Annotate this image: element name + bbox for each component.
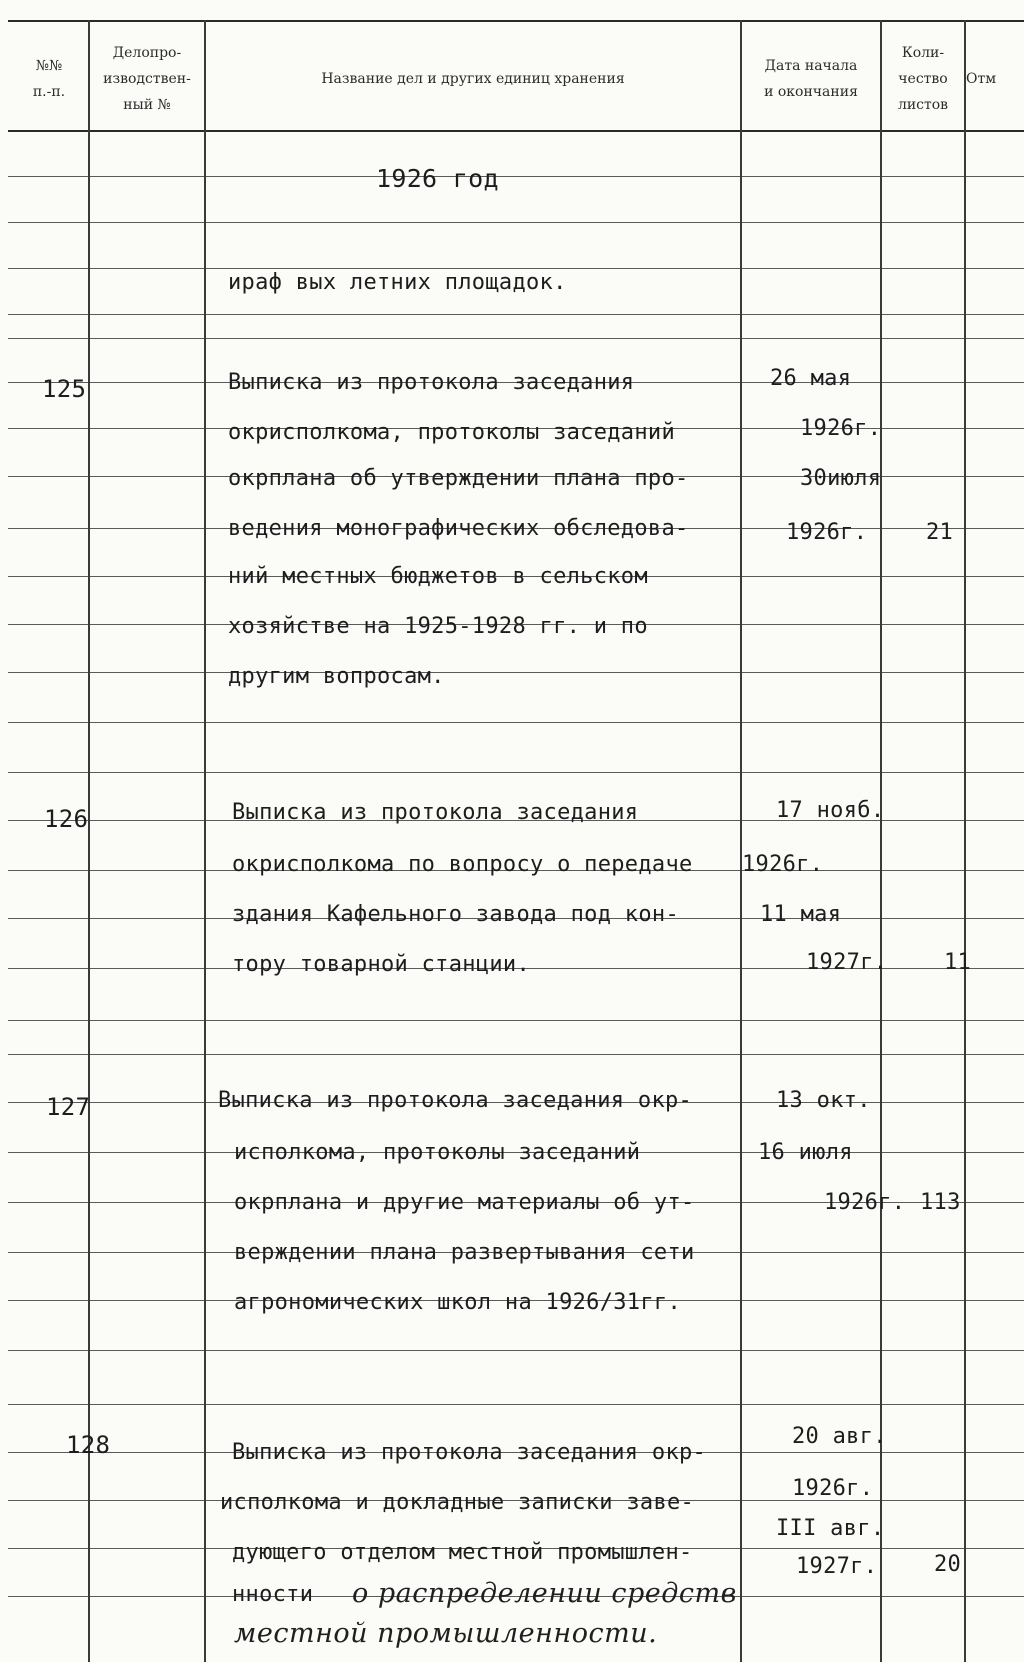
header-rule — [8, 130, 1024, 132]
entry-title-line: здания Кафельного завода под кон- — [232, 902, 679, 927]
entry-date-line: 26 мая — [770, 366, 852, 391]
header-col-dates: Дата начала и окончания — [764, 58, 858, 100]
row-rule — [8, 176, 1024, 177]
row-rule — [8, 1054, 1024, 1055]
entry-sheet-count: 20 — [934, 1552, 962, 1577]
entry-date-line: 1926г. — [800, 416, 882, 441]
entry-number: 125 — [42, 375, 87, 403]
row-rule — [8, 1404, 1024, 1405]
header-col-sheets: Коли- чество листов — [897, 45, 949, 113]
entry-title-line: окрплана об утверждении плана про- — [228, 466, 689, 491]
entry-number: 126 — [44, 805, 89, 833]
entry-title-line: исполкома, протоколы заседаний — [234, 1140, 641, 1165]
col-divider — [880, 20, 882, 1662]
header-col-title: Название дел и других единиц хранения — [321, 71, 625, 87]
entry-sheet-count: 21 — [926, 520, 954, 545]
handwritten-line: о распределении средств — [352, 1578, 737, 1609]
entry-date-line: 1926г. — [786, 520, 868, 545]
entry-date-line: 11 мая — [760, 902, 842, 927]
row-rule — [8, 222, 1024, 223]
entry-title-line: другим вопросам. — [228, 664, 445, 689]
entry-title-line: Выписка из протокола заседания — [228, 370, 635, 395]
entry-date-line: 1926г. — [742, 852, 824, 877]
entry-title-line: нности — [232, 1582, 314, 1607]
fragment-line: ираф вых летних площадок. — [228, 270, 567, 295]
entry-date-line: 1926г. — [824, 1190, 906, 1215]
row-rule — [8, 1350, 1024, 1351]
entry-date-line: 30июля — [800, 466, 882, 491]
entry-title-line: тору товарной станции. — [232, 952, 530, 977]
entry-date-line: 16 июля — [758, 1140, 853, 1165]
entry-sheet-count: 11 — [944, 950, 972, 975]
entry-date-line: 1927г. — [796, 1554, 878, 1579]
entry-sheet-count: 113 — [920, 1190, 961, 1215]
header-col-number: №№ п.-п. — [32, 58, 66, 100]
row-rule — [8, 722, 1024, 723]
entry-date-line: 20 авг. — [792, 1424, 887, 1449]
top-rule — [8, 20, 1024, 22]
entry-title-line: окрисполкома, протоколы заседаний — [228, 420, 675, 445]
entry-title-line: ний местных бюджетов в сельском — [228, 564, 648, 589]
entry-title-line: окрисполкома по вопросу о передаче — [232, 852, 693, 877]
entry-date-line: 17 нояб. — [776, 798, 885, 823]
header-col-notes: Отм — [966, 71, 997, 87]
entry-number: 127 — [46, 1093, 91, 1121]
col-divider — [740, 20, 742, 1662]
row-rule — [8, 314, 1024, 315]
entry-title-line: Выписка из протокола заседания — [232, 800, 639, 825]
entry-title-line: окрплана и другие материалы об ут- — [234, 1190, 695, 1215]
col-divider — [204, 20, 206, 1662]
entry-title-line: Выписка из протокола заседания окр- — [232, 1440, 707, 1465]
entry-number: 128 — [66, 1431, 111, 1459]
entry-title-line: агрономических школ на 1926/31гг. — [234, 1290, 681, 1315]
entry-title-line: исполкома и докладные записки заве- — [220, 1490, 695, 1515]
entry-title-line: дующего отделом местной промышлен- — [232, 1540, 693, 1565]
entry-title-line: хозяйстве на 1925-1928 гг. и по — [228, 614, 648, 639]
row-rule — [8, 268, 1024, 269]
entry-date-line: 1927г. — [806, 950, 888, 975]
header-col-office-number: Делопро- изводствен- ный № — [103, 45, 191, 113]
entry-date-line: 13 окт. — [776, 1088, 871, 1113]
year-heading: 1926 год — [376, 164, 499, 193]
row-rule — [8, 1020, 1024, 1021]
entry-date-line: III авг. — [776, 1516, 885, 1541]
entry-title-line: ведения монографических обследова- — [228, 516, 689, 541]
row-rule — [8, 672, 1024, 673]
entry-date-line: 1926г. — [792, 1476, 874, 1501]
row-rule — [8, 772, 1024, 773]
col-divider — [964, 20, 966, 1662]
row-rule — [8, 338, 1024, 339]
entry-title-line: верждении плана развертывания сети — [234, 1240, 695, 1265]
handwritten-line: местной промышленности. — [234, 1618, 658, 1649]
col-divider — [88, 20, 90, 1662]
entry-title-line: Выписка из протокола заседания окр- — [218, 1088, 693, 1113]
